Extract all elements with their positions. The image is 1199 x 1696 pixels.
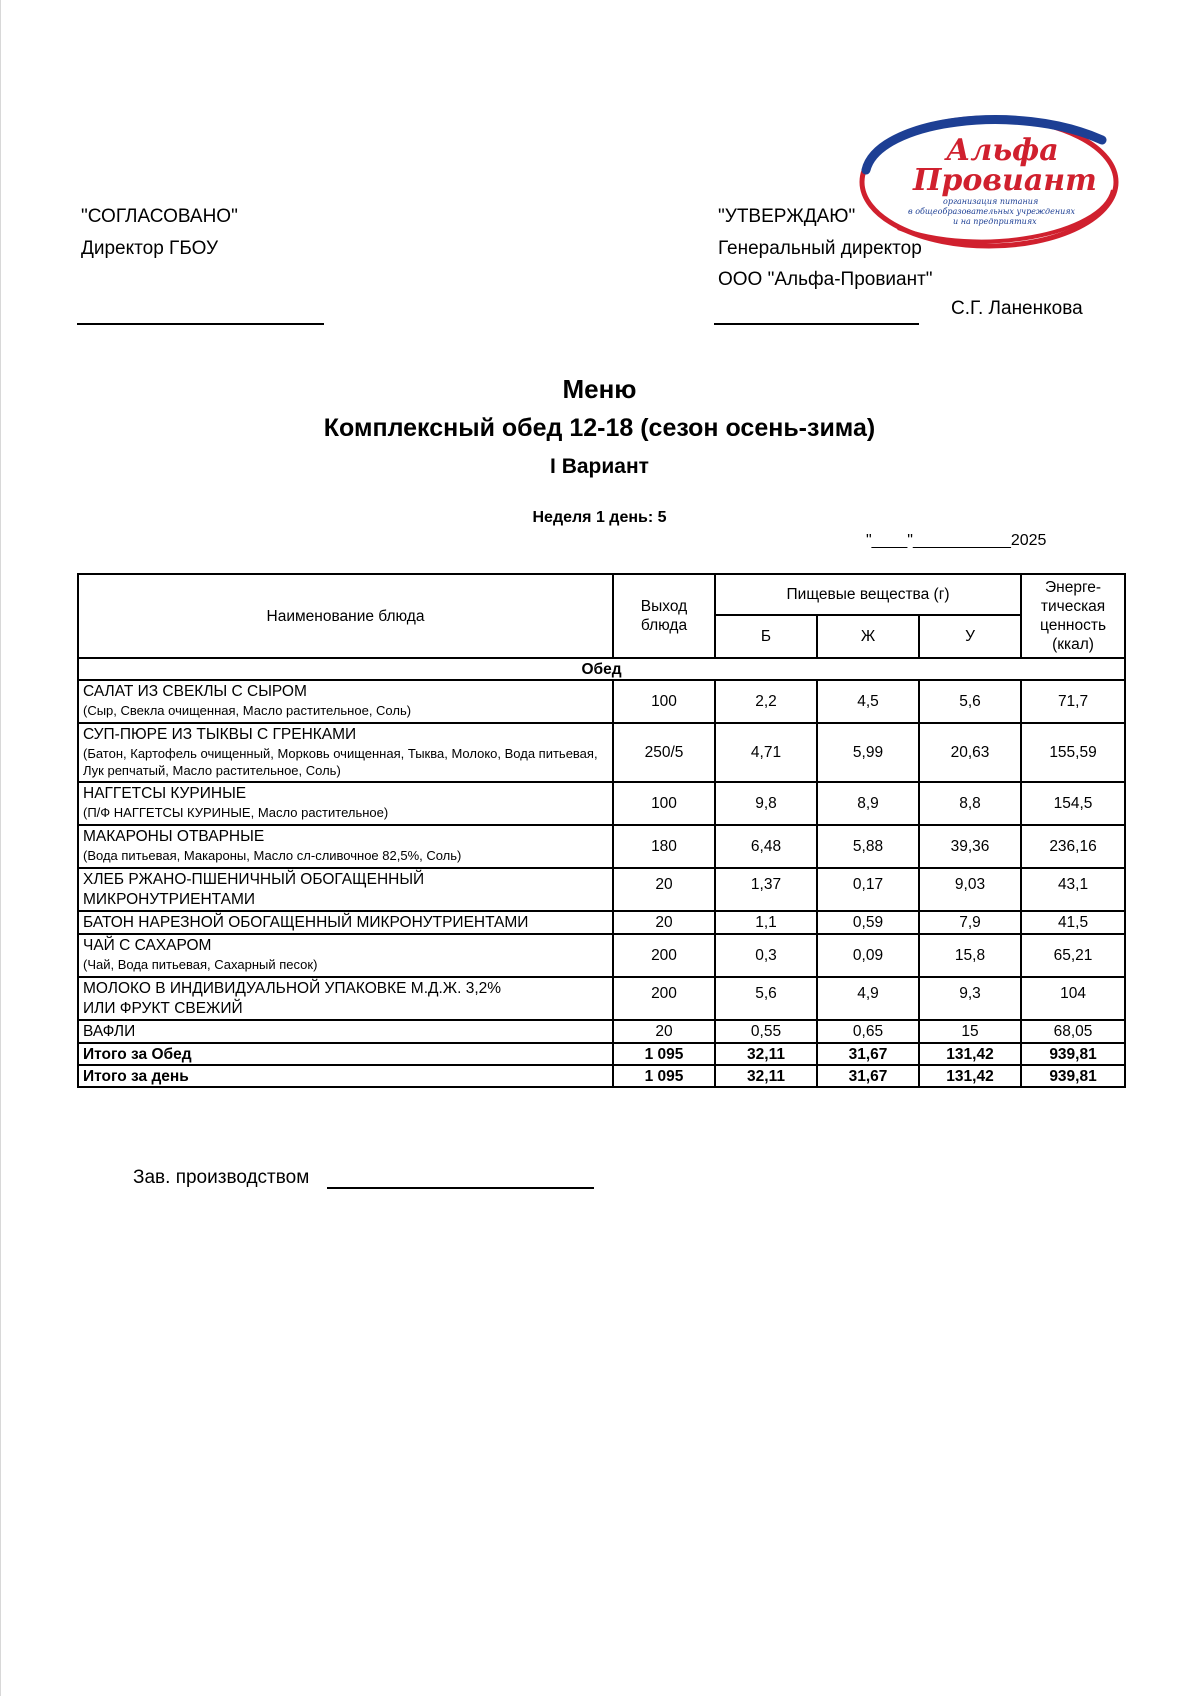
table-row [78, 1020, 1125, 1043]
header-fats: Ж [817, 615, 919, 658]
company-logo [858, 110, 1120, 250]
logo-tagline2: в общеобразовательных учреждениях [908, 207, 1076, 216]
dish-name: СУП-ПЮРЕ ИЗ ТЫКВЫ С ГРЕНКАМИ [83, 726, 357, 743]
approval-left-title: "СОГЛАСОВАНО" [81, 206, 238, 227]
total-carbs: 131,42 [919, 1065, 1021, 1087]
cell-yield: 100 [613, 782, 715, 825]
cell-proteins: 2,2 [715, 680, 817, 723]
menu-table [77, 573, 1126, 1088]
total-fats: 31,67 [817, 1065, 919, 1087]
signature-line-left [77, 323, 324, 325]
page-title: Меню [562, 374, 637, 404]
cell-carbs: 39,36 [919, 825, 1021, 868]
dish-ingredients: (Вода питьевая, Макароны, Масло сл-сливочное 82,5%, Соль) [83, 848, 462, 863]
total-yield: 1 095 [613, 1065, 715, 1087]
cell-fats: 5,88 [817, 825, 919, 868]
total-label: Итого за день [78, 1065, 613, 1087]
dish-name: МОЛОКО В ИНДИВИДУАЛЬНОЙ УПАКОВКЕ М.Д.Ж. 3,2% ИЛИ ФРУКТ СВЕЖИЙ [83, 980, 502, 1017]
table-row [78, 868, 1125, 911]
approval-right-signer: С.Г. Ланенкова [951, 298, 1083, 319]
page-edge [0, 0, 1, 1696]
cell-proteins: 1,37 [715, 868, 817, 911]
total-row-lunch [78, 1043, 1125, 1065]
header-dish-name: Наименование блюда [78, 574, 613, 658]
dish-name: ЧАЙ С САХАРОМ [83, 937, 212, 954]
cell-kcal: 154,5 [1021, 782, 1125, 825]
table-row [78, 782, 1125, 825]
total-kcal: 939,81 [1021, 1065, 1125, 1087]
total-kcal: 939,81 [1021, 1043, 1125, 1065]
total-label: Итого за Обед [78, 1043, 613, 1065]
cell-yield: 200 [613, 934, 715, 977]
total-proteins: 32,11 [715, 1043, 817, 1065]
cell-carbs: 15 [919, 1020, 1021, 1043]
cell-carbs: 9,03 [919, 868, 1021, 911]
table-row [78, 934, 1125, 977]
cell-yield: 20 [613, 911, 715, 934]
cell-kcal: 71,7 [1021, 680, 1125, 723]
approval-right-title: "УТВЕРЖДАЮ" [718, 206, 856, 227]
table-row [78, 680, 1125, 723]
cell-carbs: 15,8 [919, 934, 1021, 977]
cell-kcal: 68,05 [1021, 1020, 1125, 1043]
header-yield: Выход блюда [613, 574, 715, 658]
dish-name: НАГГЕТСЫ КУРИНЫЕ [83, 785, 247, 802]
cell-fats: 5,99 [817, 723, 919, 782]
cell-proteins: 4,71 [715, 723, 817, 782]
logo-tagline3: и на предприятиях [953, 217, 1037, 226]
table-row [78, 825, 1125, 868]
cell-proteins: 1,1 [715, 911, 817, 934]
approval-left-position: Директор ГБОУ [81, 238, 219, 259]
cell-kcal: 155,59 [1021, 723, 1125, 782]
total-carbs: 131,42 [919, 1043, 1021, 1065]
header-nutrients: Пищевые вещества (г) [715, 574, 1021, 615]
header-proteins: Б [715, 615, 817, 658]
cell-yield: 180 [613, 825, 715, 868]
logo-tagline1: организация питания [943, 197, 1039, 206]
cell-carbs: 20,63 [919, 723, 1021, 782]
cell-kcal: 43,1 [1021, 868, 1125, 911]
dish-name: САЛАТ ИЗ СВЕКЛЫ С СЫРОМ [83, 683, 307, 700]
header-carbs: У [919, 615, 1021, 658]
dish-ingredients: (П/Ф НАГГЕТСЫ КУРИНЫЕ, Масло растительное) [83, 805, 389, 820]
cell-yield: 20 [613, 868, 715, 911]
cell-fats: 0,09 [817, 934, 919, 977]
cell-yield: 200 [613, 977, 715, 1020]
dish-ingredients: (Сыр, Свекла очищенная, Масло растительное, Соль) [83, 703, 412, 718]
table-row [78, 977, 1125, 1020]
cell-proteins: 5,6 [715, 977, 817, 1020]
cell-proteins: 0,55 [715, 1020, 817, 1043]
cell-yield: 250/5 [613, 723, 715, 782]
cell-fats: 4,5 [817, 680, 919, 723]
header-energy: Энерге- тическая ценность (ккал) [1021, 574, 1125, 658]
dish-name: БАТОН НАРЕЗНОЙ ОБОГАЩЕННЫЙ МИКРОНУТРИЕНТАМИ [83, 914, 529, 931]
cell-yield: 100 [613, 680, 715, 723]
dish-name: ВАФЛИ [83, 1023, 136, 1040]
cell-kcal: 236,16 [1021, 825, 1125, 868]
cell-fats: 0,17 [817, 868, 919, 911]
total-yield: 1 095 [613, 1043, 715, 1065]
dish-ingredients: (Батон, Картофель очищенный, Морковь очищенная, Тыква, Молоко, Вода питьевая, Лук репчатый, Масло растительное, Соль) [83, 746, 598, 778]
week-day-label: Неделя 1 день: 5 [532, 509, 667, 526]
page-subtitle: Комплексный обед 12-18 (сезон осень-зима) [323, 414, 876, 442]
dish-name: ХЛЕБ РЖАНО-ПШЕНИЧНЫЙ ОБОГАЩЕННЫЙ МИКРОНУТРИЕНТАМИ [83, 871, 425, 908]
approval-right-position: Генеральный директор [718, 238, 922, 259]
cell-carbs: 7,9 [919, 911, 1021, 934]
production-head-label: Зав. производством [133, 1167, 310, 1188]
date-line: "____"___________2025 [866, 532, 1047, 549]
cell-proteins: 0,3 [715, 934, 817, 977]
logo-name-line1: Альфа [946, 133, 1059, 168]
dish-name: МАКАРОНЫ ОТВАРНЫЕ [83, 828, 265, 845]
signature-line-production [327, 1187, 594, 1189]
cell-fats: 4,9 [817, 977, 919, 1020]
cell-kcal: 104 [1021, 977, 1125, 1020]
cell-carbs: 9,3 [919, 977, 1021, 1020]
cell-carbs: 8,8 [919, 782, 1021, 825]
cell-proteins: 6,48 [715, 825, 817, 868]
total-fats: 31,67 [817, 1043, 919, 1065]
cell-yield: 20 [613, 1020, 715, 1043]
cell-kcal: 41,5 [1021, 911, 1125, 934]
total-row-day [78, 1065, 1125, 1087]
cell-fats: 8,9 [817, 782, 919, 825]
dish-ingredients: (Чай, Вода питьевая, Сахарный песок) [83, 957, 318, 972]
cell-proteins: 9,8 [715, 782, 817, 825]
cell-carbs: 5,6 [919, 680, 1021, 723]
variant-label: I Вариант [550, 455, 649, 478]
total-proteins: 32,11 [715, 1065, 817, 1087]
cell-fats: 0,65 [817, 1020, 919, 1043]
approval-right-company: ООО "Альфа-Провиант" [718, 269, 933, 290]
cell-fats: 0,59 [817, 911, 919, 934]
table-row [78, 911, 1125, 934]
logo-name-line2: Провиант [913, 163, 1097, 198]
signature-line-right [714, 323, 919, 325]
table-row [78, 723, 1125, 782]
section-lunch: Обед [78, 658, 1125, 680]
cell-kcal: 65,21 [1021, 934, 1125, 977]
